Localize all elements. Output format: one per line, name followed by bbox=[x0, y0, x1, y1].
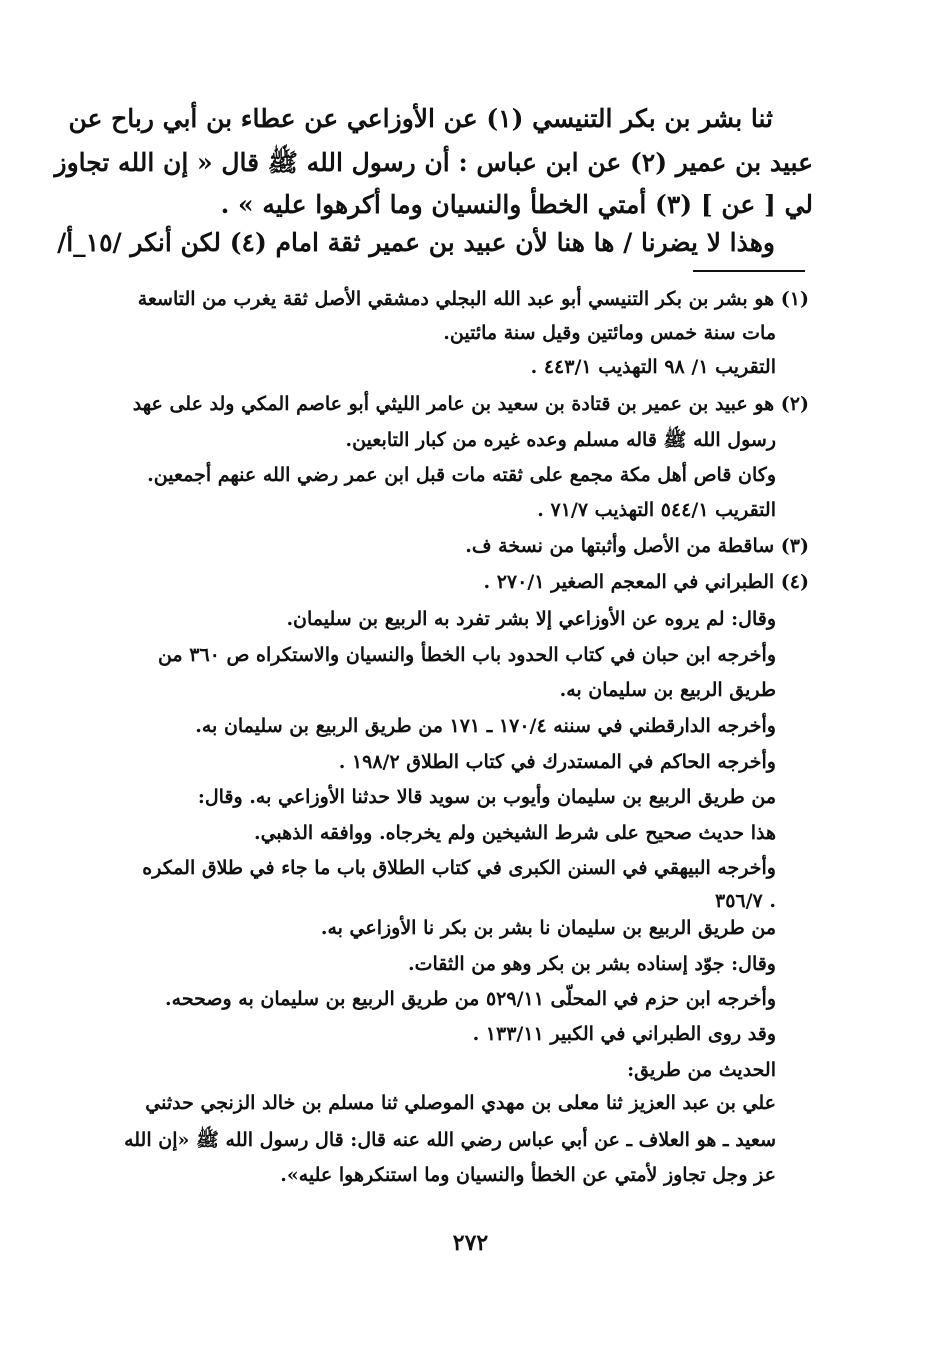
footnote-line: وأخرجه ابن حزم في المحلّى ٥٢٩/١١ من طريق الربيع بن سليمان به وصححه. bbox=[165, 988, 776, 1010]
footnote-line: التقريب ٥٤٤/١ التهذيب ٧١/٧ . bbox=[537, 499, 776, 521]
footnote-line: ٣٥٦/٧ . bbox=[715, 890, 776, 912]
main-text-line: لي [ عن ] (٣) أمتي الخطأ والنسيان وما أكرهوا عليه » . bbox=[220, 190, 813, 219]
footnote-line: مات سنة خمس ومائتين وقيل سنة مائتين. bbox=[443, 322, 776, 344]
footnote-line: (١) هو بشر بن بكر التنيسي أبو عبد الله البجلي دمشقي الأصل ثقة يغرب من التاسعة bbox=[137, 288, 809, 310]
page-number: ٢٧٢ bbox=[452, 1230, 489, 1256]
footnote-line: وقال: جوّد إسناده بشر بن بكر وهو من الثقات. bbox=[407, 953, 776, 975]
main-text-line: ثنا بشر بن بكر التنيسي (١) عن الأوزاعي عن عطاء بن أبي رباح عن bbox=[68, 104, 773, 133]
footnote-line: الحديث من طريق: bbox=[627, 1059, 776, 1081]
footnote-line: (٤) الطبراني في المعجم الصغير ٢٧٠/١ . bbox=[483, 571, 809, 593]
footnote-line: علي بن عبد العزيز ثنا معلى بن مهدي الموصلي ثنا مسلم بن خالد الزنجي حدثني bbox=[145, 1092, 776, 1114]
footnote-line: وقال: لم يروه عن الأوزاعي إلا بشر تفرد به الربيع بن سليمان. bbox=[286, 608, 776, 630]
footnote-line: وقد روى الطبراني في الكبير ١٣٣/١١ . bbox=[472, 1023, 776, 1045]
footnote-line: التقريب ١/ ٩٨ التهذيب ٤٤٣/١ . bbox=[530, 356, 776, 378]
footnote-line: سعيد ـ هو العلاف ـ عن أبي عباس رضي الله عنه قال: قال رسول الله ﷺ «إن الله bbox=[124, 1129, 776, 1151]
footnote-line: وأخرجه البيهقي في السنن الكبرى في كتاب الطلاق باب ما جاء في طلاق المكره bbox=[142, 857, 776, 879]
footnote-line: وأخرجه ابن حبان في كتاب الحدود باب الخطأ والنسيان والاستكراه ص ٣٦٠ من bbox=[157, 644, 776, 666]
footnote-line: (٢) هو عبيد بن عمير بن قتادة بن سعيد بن عامر الليثي أبو عاصم المكي ولد على عهد bbox=[132, 393, 809, 415]
footnote-line: من طريق الربيع بن سليمان وأيوب بن سويد قالا حدثنا الأوزاعي به. وقال: bbox=[197, 786, 776, 808]
footnote-line: وكان قاص أهل مكة مجمع على ثقته مات قبل ابن عمر رضي الله عنهم أجمعين. bbox=[147, 464, 776, 486]
footnote-line: (٣) ساقطة من الأصل وأثبتها من نسخة ف. bbox=[465, 535, 809, 557]
footnote-line: وأخرجه الدارقطني في سننه ١٧٠/٤ ـ ١٧١ من طريق الربيع بن سليمان به. bbox=[195, 715, 776, 737]
main-text-line: عبيد بن عمير (٢) عن ابن عباس : أن رسول الله ﷺ قال « إن الله تجاوز bbox=[54, 148, 813, 177]
footnote-line: عز وجل تجاوز لأمتي عن الخطأ والنسيان وما استنكرهوا عليه». bbox=[280, 1164, 776, 1186]
footnote-separator bbox=[693, 270, 805, 272]
footnote-line: وأخرجه الحاكم في المستدرك في كتاب الطلاق ١٩٨/٢ . bbox=[338, 751, 776, 773]
footnote-line: طريق الربيع بن سليمان به. bbox=[559, 679, 776, 701]
main-text-line: وهذا لا يضرنا / ها هنا لأن عبيد بن عمير ثقة امام (٤) لكن أنكر /١٥_أ/ bbox=[57, 228, 775, 257]
footnote-line: هذا حديث صحيح على شرط الشيخين ولم يخرجاه. ووافقه الذهبي. bbox=[253, 822, 776, 844]
footnote-line: من طريق الربيع بن سليمان نا بشر بن بكر نا الأوزاعي به. bbox=[320, 917, 776, 939]
footnote-line: رسول الله ﷺ قاله مسلم وعده غيره من كبار التابعين. bbox=[345, 429, 776, 451]
